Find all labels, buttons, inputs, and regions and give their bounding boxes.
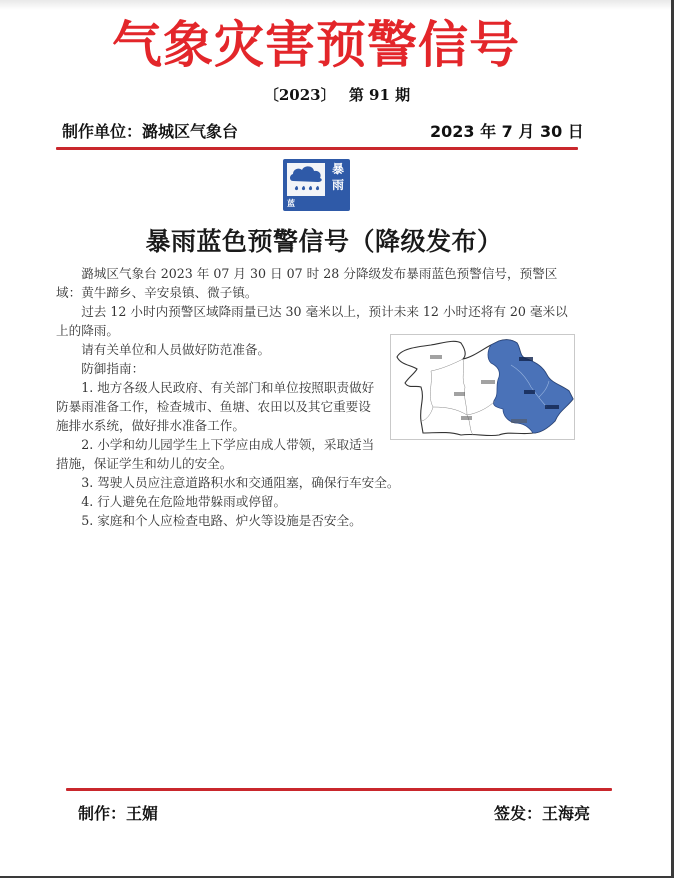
issue-date: 2023 年 7 月 30 日 [430,122,584,141]
signal-title: 暴雨蓝色预警信号（降级发布） [145,227,503,256]
maker-label: 制作： [78,804,127,823]
map-label-town [481,380,495,384]
warning-area-map [390,334,575,440]
map-label-warning-town [524,390,535,394]
footer-maker [78,801,158,824]
issue-line [0,84,674,105]
paragraph-issuance: 潞城区气象台 2023 年 07 月 30 日 07 时 28 分降级发布暴雨蓝色预警信号，预警区域：黄牛蹄乡、辛安泉镇、微子镇。 [56,266,558,300]
district-map-graphic [391,335,574,439]
map-label-town [511,419,527,423]
maker-name: 王媚 [126,804,159,823]
map-label-town [430,355,442,359]
header-divider [56,147,578,150]
signer-label: 签发： [494,804,543,823]
guide-item-3: 3. 驾驶人员应注意道路积水和交通阻塞，确保行车安全。 [81,475,400,490]
issue-year: 〔2023〕 [263,86,336,104]
cloud-rain-icon [287,163,325,196]
signer-name: 王海亮 [542,804,591,823]
signal-type-label: 暴 雨 [331,162,344,192]
defense-guide-heading: 防御指南： [81,361,145,376]
guide-item-1: 1. 地方各级人民政府、有关部门和单位按照职责做好防暴雨准备工作，检查城市、鱼塘、农田以及其它重要设施排水系统，做好排水准备工作。 [56,380,375,433]
rainstorm-blue-icon [283,159,350,220]
map-label-warning-town [519,357,533,361]
issuing-organization [62,119,238,142]
map-label-warning-town [545,405,559,409]
signal-english-label: RAIN STORM [294,212,342,220]
org-label: 制作单位： [62,122,143,141]
guide-item-4: 4. 行人避免在危险地带躲雨或停留。 [81,494,287,509]
paragraph-rainfall: 过去 12 小时内预警区域降雨量已达 30 毫米以上，预计未来 12 小时还将有 20 毫米以上的降雨。 [56,304,568,338]
signal-level-row [286,198,348,220]
map-label-town [454,392,465,396]
page-top-shadow [0,0,674,10]
guide-item-5: 5. 家庭和个人应检查电路、炉火等设施是否安全。 [81,513,362,528]
footer-signer [494,801,590,824]
map-label-town [461,416,472,420]
footer-divider [66,788,612,791]
signal-level-char: 蓝 [287,199,295,208]
guide-item-2: 2. 小学和幼儿园学生上下学应由成人带领，采取适当措施，保证学生和幼儿的安全。 [56,437,375,471]
header-title: 气象灾害预警信号 [112,15,520,74]
issue-number: 第 91 期 [348,86,411,104]
paragraph-advice: 请有关单位和人员做好防范准备。 [81,342,271,357]
org-name: 潞城区气象台 [142,122,239,141]
